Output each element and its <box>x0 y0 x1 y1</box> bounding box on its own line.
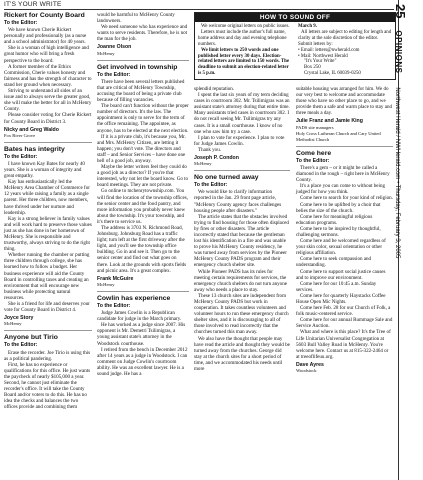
paragraph: Come here to seek compassion and understanding. <box>296 256 372 269</box>
paragraph: suitable housing was arranged for him. We do our very best to welcome and accommodate those who have no other place to go, and we provide them a safe and warm place to stay and three meals a day. <box>296 86 392 117</box>
box-text: Box 250 <box>304 65 321 71</box>
author-name: Joseph P. Condon <box>194 155 239 162</box>
paragraph: She is a friend for life and deserves your vote for County Board in District 4. <box>4 301 90 314</box>
author-place: Fox River Grove <box>4 132 36 138</box>
box-text: • Mail: Northwest Herald <box>298 53 348 59</box>
divider <box>4 142 92 143</box>
section-kicker: IT'S YOUR WRITE <box>4 1 62 8</box>
box-text: March 9. <box>298 24 317 29</box>
author-name: Nicky and Greg Waldo <box>4 126 59 133</box>
column-2 <box>97 12 189 377</box>
paragraph: Erase the recorder. Joe Tirio is using this as a political pandering. <box>4 349 91 362</box>
paragraph: Kay is a strong believer in family values and will work hard to preserve those values just as she has done in her hometown of McHenry. She is responsible and trustworthy, always striving to do the right thing. <box>4 215 92 253</box>
paragraph: While Pioneer PADS has its rules for meeting certain requirements for services, the emergency church shelters do not turn anyone away who needs a place to stay. <box>194 268 287 293</box>
paragraph: Come here for quarterly Haystacks Coffee House Open Mic Nights. <box>296 292 386 305</box>
paragraph: He has worked as a judge since 2007. His opponent is Mr. Demetri Tsilimigras, a young assistant state's attorney in the Woodstock courthouse. <box>97 322 186 347</box>
salutation: To the Editor: <box>4 153 38 160</box>
divider <box>97 291 189 292</box>
box-title: HOW TO SOUND OFF <box>195 13 395 22</box>
box-right-column <box>298 24 392 77</box>
paragraph: Come here Feb. 28 for our Church of Folk, a folk music-centered service. <box>296 305 391 318</box>
box-text: "It's Your Write" <box>304 59 337 65</box>
paragraph: Judge James Cowlin is a Republican candidate for judge in the March primary. <box>97 310 182 323</box>
paragraph: What and where is this place? It's the Tree of Life Unitarian Universalist Congregation at 5603 Bull Valley Road in McHenry. You're welcome here. Contact us at 815-322-2464 or at treeoflifeuu.org. <box>296 329 391 360</box>
paragraph: The board can't function without the proper number of directors. It's the law. The appointment is only to serve for the term of the office remaining. The appointee, as anyone, has to be elected at the next election. <box>97 103 189 134</box>
paragraph: We would like to clarify information reported in the Jan. 29 front page article, "McHenry County agency faces challenges housing people after disasters." <box>194 189 282 214</box>
salutation: To the Editor: <box>194 182 228 189</box>
paragraph: Thank you. <box>198 146 221 153</box>
top-rule <box>4 9 394 10</box>
letter-headline: Bates has integrity <box>4 145 65 153</box>
author-name: Julie Franz and Jamie King <box>296 118 363 125</box>
author-name: Frank McGuire <box>97 275 134 282</box>
paragraph: We have known Cherie Rickert personally and professionally (as a nurse and a school administrator) for 40 years. <box>4 27 87 46</box>
letter-headline: No one turned away <box>194 174 259 182</box>
box-text: All letters are subject to editing for length and clarity at the sole discretion of the editor. <box>298 29 392 41</box>
divider <box>97 60 189 61</box>
paragraph: There's a gem – or it might be called a diamond in the rough – right here in McHenry County. <box>296 164 390 184</box>
paragraph: It's a place you can come to without being judged for how you think. <box>296 183 385 196</box>
paragraph: I plan to vote for experience. I plan to vote for Judge James Cowlin. <box>194 134 285 147</box>
column-4 <box>296 86 393 377</box>
author-place: PADS site managers Holy Cross Lutheran Church and Cary United Methodist Church <box>296 124 381 142</box>
paragraph: First, he has no experience or qualifications for this office. He just wants the paycheck of nearly $105,000 a year. Second, he cannot just eliminate the recorder's office. It will take the County Board and/or voters to do this. He has no idea the checks and balances the two offices provide and combining them <box>4 361 91 411</box>
paragraph: Come here and be welcomed regardless of your skin color, sexual orientation or other religious affiliation. <box>296 238 386 257</box>
column-3 <box>194 86 290 372</box>
paragraph: Come here to search for your kind of religion. <box>300 195 393 202</box>
box-text: Crystal Lake, IL 60039-0250 <box>304 71 361 77</box>
paragraph: These 13 church sites are independent from McHenry County PADS but work in cooperation. It takes countless volunteers and volunteer hours to run these emergency church shelter sites, and it is discouraging to all of those involved to read incorrectly that the churches turned this man away. <box>194 292 289 336</box>
paragraph: We also have the thought that people may have read the article and thought they would be turned away from the churches. George did stay at the church sites for a short period of time, and we accommodated his needs until more <box>194 335 290 373</box>
paragraph: I retired from the bench in December 2012 after 14 years as a judge in Woodstock. I can comment on Judge Cowlin's courtroom ability. He was an excellent lawyer. He is a sound judge. He has a <box>97 346 188 377</box>
letter-headline: Get involved in township <box>97 63 178 71</box>
box-text: Letters must include the author's full name, home address and day and evening telephone numbers. <box>198 29 287 47</box>
salutation: To the Editor: <box>296 157 330 164</box>
paragraph: Come here for our 10:45 a.m. Sunday services. <box>296 280 377 293</box>
letter-headline: Rickert for County Board <box>4 12 85 19</box>
box-body <box>195 22 395 79</box>
paragraph: Come here to be inspired by thoughtful, challenging sermons. <box>296 225 381 238</box>
divider <box>194 170 290 171</box>
author-place: McHenry <box>4 321 22 327</box>
author-place: McHenry <box>97 50 115 56</box>
paragraph: There have been several letters published that are critical of McHenry Township, accusing the board of being a private club because of filling vacancies. <box>97 78 185 104</box>
how-to-sound-off-box <box>194 12 396 80</box>
paragraph: I have known Kay Bates for nearly 40 years. She is a woman of integrity and great empathy. <box>4 160 85 180</box>
author-place: McHenry <box>97 281 115 287</box>
letter-headline: Cowlin has experience <box>97 294 171 302</box>
paragraph: The address is 3703 N. Richmond Road, Johnsburg. Johnsburg Road has a traffic light; turn left at the first driveway after the light, and you'll see the township office building. Go in and see it. Then go to the senior center and find out what goes on there. Look at the grounds with sports fields and picnic area. It's a great complex. <box>97 225 187 274</box>
box-text: Submit letters by: <box>298 41 333 47</box>
paragraph: I spent the last six years of my term deciding cases in courtroom 302. Mr. Tsilimigras was an assistant state's attorney during that entire time. Many assistants tried cases in courtroom 302. I do not recall seeing Mr. Tsilimigras try any cases. It is a small courthouse. I know of no one who saw him try a case. <box>194 92 290 135</box>
paragraph: Please consider voting for Cherie Rickert for County Board in District 3. <box>4 112 92 125</box>
divider <box>296 146 393 147</box>
salutation: To the Editor: <box>97 302 131 309</box>
salutation: To the Editor: <box>97 71 131 78</box>
author-place: McHenry <box>194 161 212 167</box>
author-name: Joanne Olson <box>97 44 132 51</box>
paragraph: If it is a private club, it's because you, Mr. and Mrs. McHenry Citizen, are letting it happen; you don't vote. The directors and staff – and Senior Services – have done one hell of a good job, anyway. <box>97 133 186 164</box>
author-name: Dave Ayres <box>296 361 324 368</box>
paragraph: Come here for meaningful religious education programs. <box>296 213 373 226</box>
vertical-masthead <box>391 4 409 258</box>
paragraph: The article states that the obstacles involved trying to find housing for those often displaced by fires or other disasters. The article incorrectly stated that because the gentleman lost his identification in a fire and was unable to prove his McHenry County residency, he was turned away from services by the Pioneer McHenry County PADS program and their emergency church shelter site. <box>194 213 289 269</box>
paragraph: splendid reputation. <box>194 86 235 92</box>
page-number: 25 <box>393 4 408 19</box>
paragraph: Come here to support social justice causes and to improve our environment. <box>296 268 386 281</box>
divider <box>4 330 92 331</box>
section-name: OPINIONS <box>394 30 403 74</box>
box-left-column <box>198 24 292 77</box>
paragraph: A former member of the Ethics Commission, Cherie values honesty and fairness and has the strength of character to stand her ground when necessary. <box>4 63 92 88</box>
paragraph: She is a woman of high intelligence and great humor who will bring a fresh perspective to the board. <box>4 45 89 64</box>
box-text: We limit letters to 250 words and one published letter every 30 days. Election-related letters are limited to 150 words. The deadline to submit an election-related letter is 5 p.m. <box>198 47 290 77</box>
letter-headline: Anyone but Tirio <box>4 334 58 342</box>
column-1 <box>4 12 92 410</box>
salutation: To the Editor: <box>4 342 38 349</box>
paragraph: Kay has enthusiastically led the McHenry Area Chamber of Commerce for 12 years while raising a family as a single parent. Her three children, now members, have thrived under her nurture and leadership. <box>4 179 90 216</box>
paragraph: would be harmful to McHenry County landowners. <box>97 12 175 25</box>
dateline: Northwest Herald / NWHerald.com • Thursday, February 3, 2005 <box>394 87 400 259</box>
paragraph: Come here for our annual Rummage Sale and Service Auction. <box>296 317 393 330</box>
box-text: • Email: letters@nwherald.com <box>298 47 360 53</box>
paragraph: Whether running the chamber or putting three children through college, she has learned how to follow a budget. Her business experience will aid the County Board in controlling taxes and creating an environment that will encourage new business while protecting natural resources. <box>4 252 90 301</box>
box-text: We welcome original letters on public issues. <box>201 24 290 29</box>
paragraph: Maybe the letter writers feel they could do a good job as a director? If you're that interested, why not let the board know. Go to board meetings. They are not private. <box>97 164 189 189</box>
paragraph: Go online to mchenrytownship.com. You will find the location of the township offices, the senior center and the food pantry, and more information you probably never knew about the township. It's your township, and it's there to service us. <box>97 188 189 225</box>
paragraph: Come here to be uplifted by a choir that belies the size of the church. <box>296 201 381 214</box>
author-place: Woodstock <box>296 368 317 374</box>
paragraph: We need someone who has experience and wants to serve residents. Therefore, he is not the man for the job. <box>97 24 188 43</box>
author-name: Joyce Story <box>4 315 34 322</box>
salutation: To the Editor: <box>4 20 38 26</box>
letter-headline: Come here <box>296 149 332 157</box>
paragraph: Striving to understand all sides of an issue and to always serve the greater good, she will make the better for all in McHenry County. <box>4 88 92 113</box>
